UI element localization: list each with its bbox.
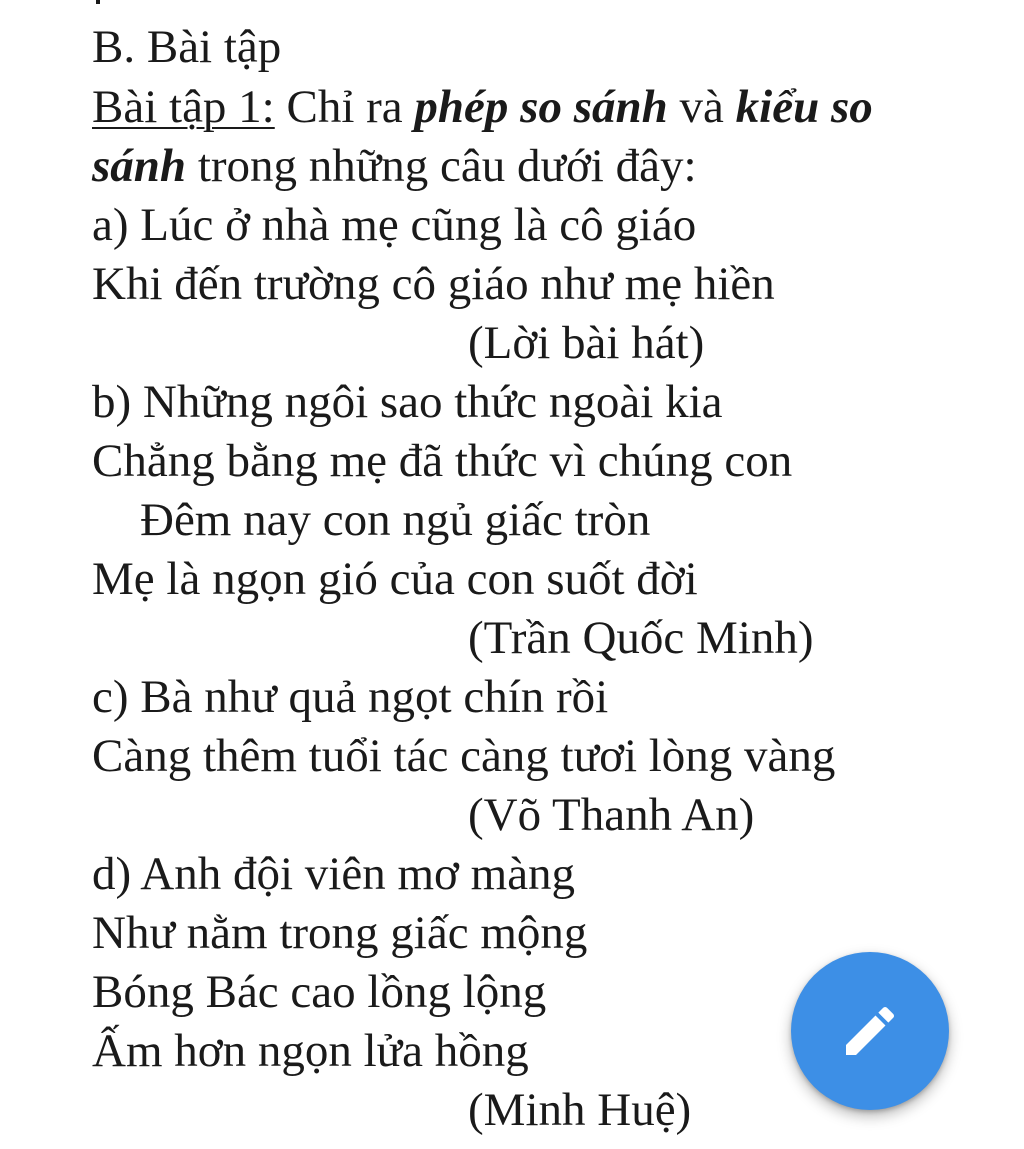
poem-b-line: Chẳng bằng mẹ đã thức vì chúng con <box>92 435 793 487</box>
poem-b-line: b) Những ngôi sao thức ngoài kia <box>92 376 723 428</box>
poem-b-source: (Trần Quốc Minh) <box>468 612 814 664</box>
poem-d-line: Ấm hơn ngọn lửa hồng <box>92 1025 529 1077</box>
exercise-1-line-1 <box>92 78 873 136</box>
term-kieu-so-sanh-part1: kiểu so <box>735 81 873 133</box>
prompt-text: trong những câu dưới đây: <box>186 140 697 192</box>
prompt-text: và <box>667 81 736 133</box>
poem-a-source: (Lời bài hát) <box>468 317 705 369</box>
edit-fab-button[interactable] <box>791 952 949 1110</box>
cut-off-mark <box>96 0 100 4</box>
poem-d-line: d) Anh đội viên mơ màng <box>92 848 576 900</box>
poem-d-line: Như nằm trong giấc mộng <box>92 907 588 959</box>
exercise-1-label: Bài tập 1: <box>92 81 275 133</box>
poem-c-line: Càng thêm tuổi tác càng tươi lòng vàng <box>92 730 836 782</box>
poem-a-line: a) Lúc ở nhà mẹ cũng là cô giáo <box>92 199 697 251</box>
pencil-icon <box>838 999 902 1063</box>
poem-d-source: (Minh Huệ) <box>468 1084 692 1136</box>
poem-a-line: Khi đến trường cô giáo như mẹ hiền <box>92 258 775 310</box>
section-heading: B. Bài tập <box>92 21 282 73</box>
prompt-text: Chỉ ra <box>274 81 415 133</box>
poem-c-line: c) Bà như quả ngọt chín rồi <box>92 671 609 723</box>
poem-d-line: Bóng Bác cao lồng lộng <box>92 966 547 1018</box>
poem-b-line: Mẹ là ngọn gió của con suốt đời <box>92 553 698 605</box>
exercise-1-line-2 <box>92 137 697 195</box>
term-kieu-so-sanh-part2: sánh <box>92 140 187 192</box>
term-phep-so-sanh: phép so sánh <box>414 81 668 133</box>
poem-b-line: Đêm nay con ngủ giấc tròn <box>140 494 651 546</box>
poem-c-source: (Võ Thanh An) <box>468 789 755 841</box>
